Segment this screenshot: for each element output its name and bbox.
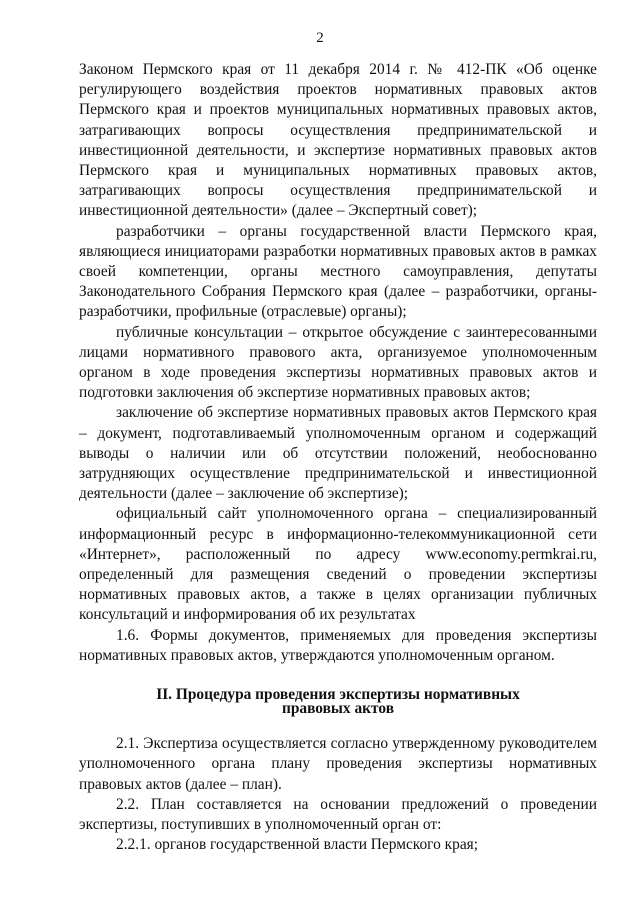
- paragraph: заключение об экспертизе нормативных правовых актов Пермского края – документ, подготавливаемый уполномоченным органом и содержащий выводы о наличии или об отсутствии положений, необоснованно затрудняющих осуществление предпринимательской и инвестиционной деятельности (далее – заключение об экспертизе);: [79, 404, 597, 503]
- paragraph: 2.2. План составляется на основании предложений о проведении экспертизы, поступивших в уполномоченный орган от:: [79, 795, 597, 833]
- paragraphs-after: [79, 734, 597, 855]
- page-number: 2: [316, 30, 324, 46]
- section-heading-line: II. Процедура проведения экспертизы нормативных: [156, 686, 520, 704]
- paragraph: 2.1. Экспертиза осуществляется согласно утвержденному руководителем уполномоченного органа плану проведения экспертизы нормативных правовых актов (далее – план).: [79, 735, 597, 793]
- section-heading: [79, 688, 597, 716]
- paragraph: 1.6. Формы документов, применяемых для проведения экспертизы нормативных правовых актов, утверждаются уполномоченным органом.: [79, 626, 597, 664]
- document-body: [79, 60, 597, 855]
- section-heading-line: правовых актов: [281, 700, 395, 718]
- paragraphs-before: [79, 60, 597, 666]
- paragraph: публичные консультации – открытое обсуждение с заинтересованными лицами нормативного правового акта, организуемое уполномоченным органом в ходе проведения экспертизы нормативных правовых актов и подготовки заключения об экспертизе нормативных правовых актов;: [79, 323, 597, 402]
- paragraph: 2.2.1. органов государственной власти Пермского края;: [116, 836, 479, 854]
- paragraph: разработчики – органы государственной власти Пермского края, являющиеся инициаторами разработки нормативных правовых актов в рамках своей компетенции, органы местного самоуправления, депутаты Законодательного Собрания Пермского края (далее – разработчики, органы-разработчики, профильные (отраслевые) органы);: [79, 222, 597, 321]
- paragraph: Законом Пермского края от 11 декабря 2014 г. № 412-ПК «Об оценке регулирующего воздействия проектов нормативных правовых актов Пермского края и проектов муниципальных нормативных правовых актов, затрагивающих вопросы осуществления предпринимательской и инвестиционной деятельности, и экспертизе нормативных правовых актов Пермского края и муниципальных нормативных правовых актов, затрагивающих вопросы осуществления предпринимательской и инвестиционной деятельности» (далее – Экспертный совет);: [79, 61, 597, 220]
- paragraph: официальный сайт уполномоченного органа – специализированный информационный ресурс в информационно-телекоммуникационной сети «Интернет», расположенный по адресу www.economy.permkrai.ru, определенный для размещения сведений о проведении экспертизы нормативных правовых актов, а также в целях организации публичных консультаций и информирования об их результатах: [79, 505, 597, 624]
